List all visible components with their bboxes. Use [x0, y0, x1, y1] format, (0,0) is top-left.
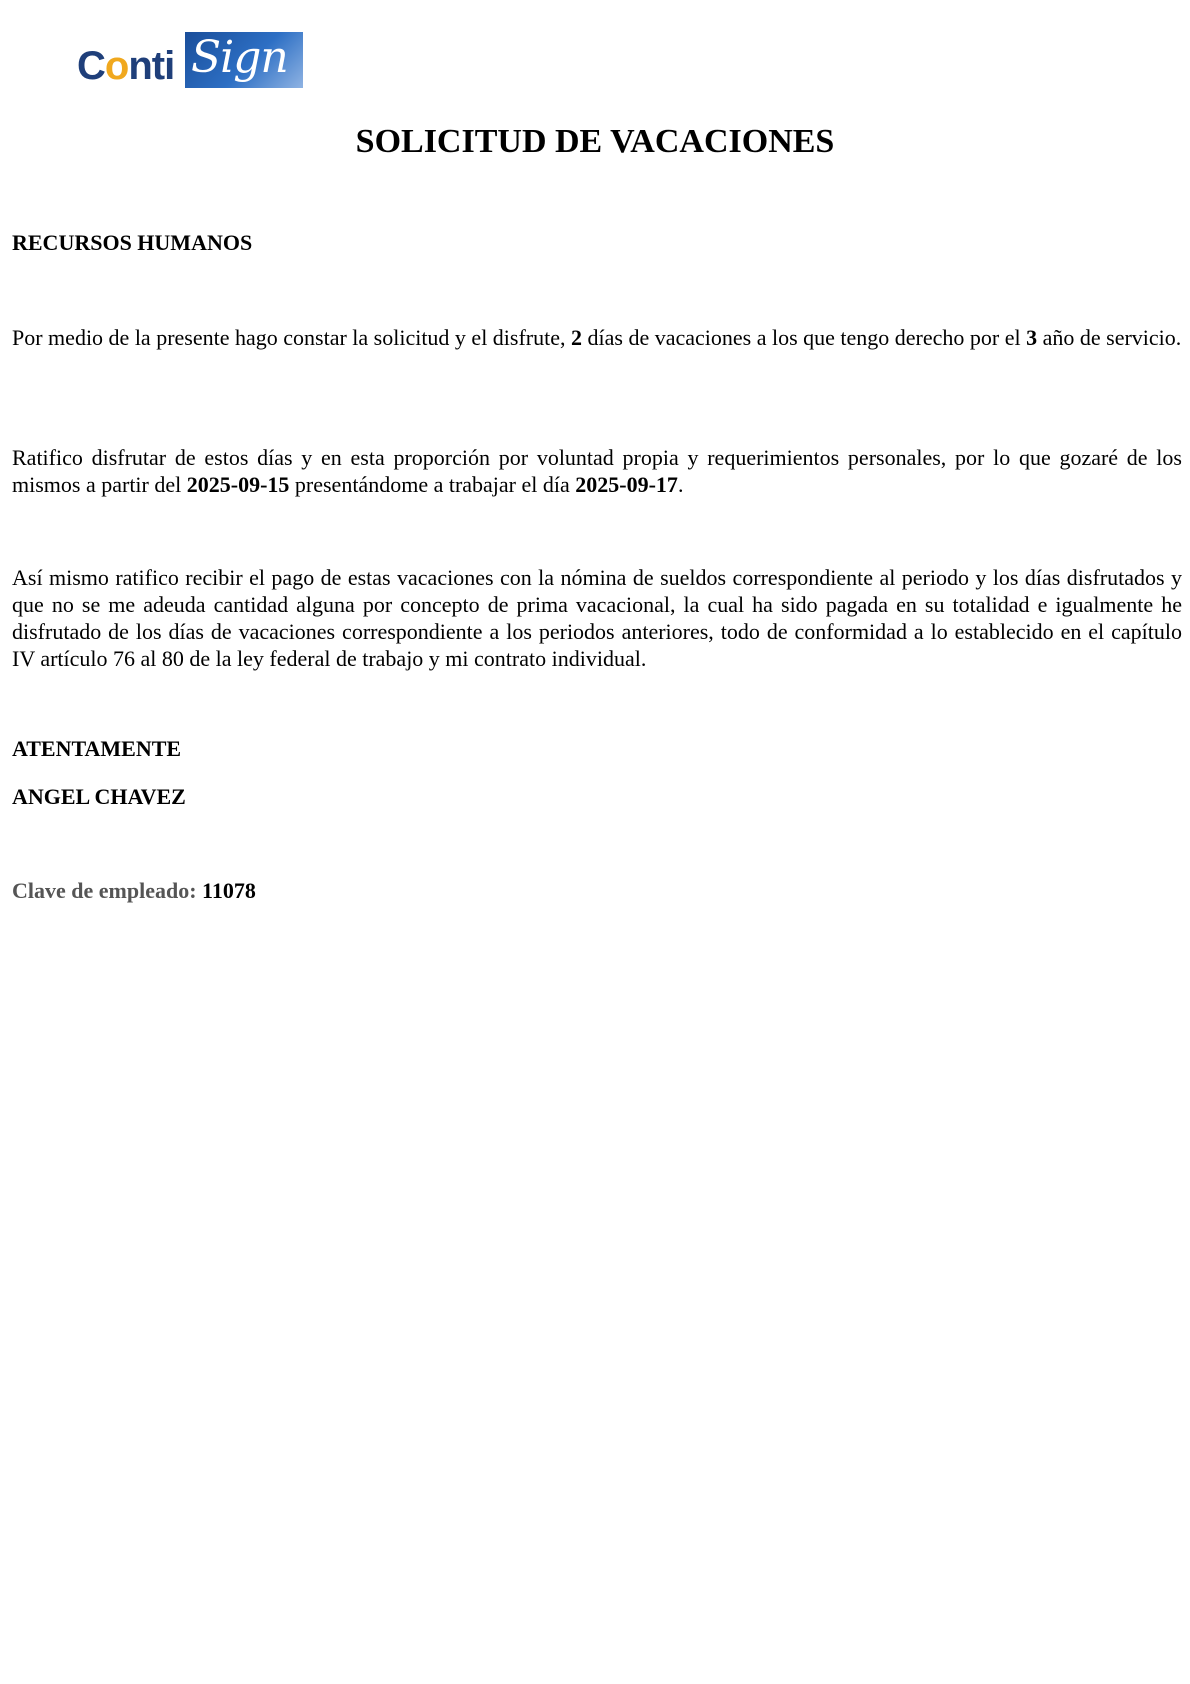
closing-text: ATENTAMENTE [12, 736, 182, 761]
logo-power-o: o [104, 44, 129, 88]
employee-id-value: 11078 [202, 878, 256, 903]
employee-id-line [12, 877, 1182, 904]
paragraph-payment: Así mismo ratifico recibir el pago de estas vacaciones con la nómina de sueldos correspondiente al periodo y los días disfrutados y que no se me adeuda cantidad alguna por concepto de prima vacacional, la cual ha sido pagada en su totalidad e igualmente he disfrutado de los días de vacaciones correspondiente a los periodos anteriores, todo de conformidad a lo establecido en el capítulo IV artículo 76 al 80 de la ley federal de trabajo y mi contrato individual. [12, 565, 1182, 671]
logo-wordmark-sign: Sign [191, 32, 288, 83]
return-date: 2025-09-17 [575, 472, 678, 497]
paragraph-ratify: Ratifico disfrutar de estos días y en esta proporción por voluntad propia y requerimientos personales, por lo que gozaré de los mismos a partir del 2025-09-15 presentándome a trabajar el día 2025-09-17. [12, 445, 1182, 497]
paragraph-request: Por medio de la presente hago constar la solicitud y el disfrute, 2 días de vacaciones a los que tengo derecho por el 3 año de servicio. [12, 325, 1182, 350]
contisign-logo [77, 32, 307, 90]
vacation-days: 2 [571, 325, 583, 350]
service-years: 3 [1026, 325, 1038, 350]
document-title: SOLICITUD DE VACACIONES [355, 123, 835, 160]
logo-sign-box [185, 32, 303, 88]
employee-id-label: Clave de empleado: [12, 878, 197, 903]
start-date: 2025-09-15 [186, 472, 290, 497]
employee-name: ANGEL CHAVEZ [12, 784, 186, 809]
logo-wordmark-conti: Conti [77, 44, 175, 88]
department-heading: RECURSOS HUMANOS [12, 230, 253, 255]
